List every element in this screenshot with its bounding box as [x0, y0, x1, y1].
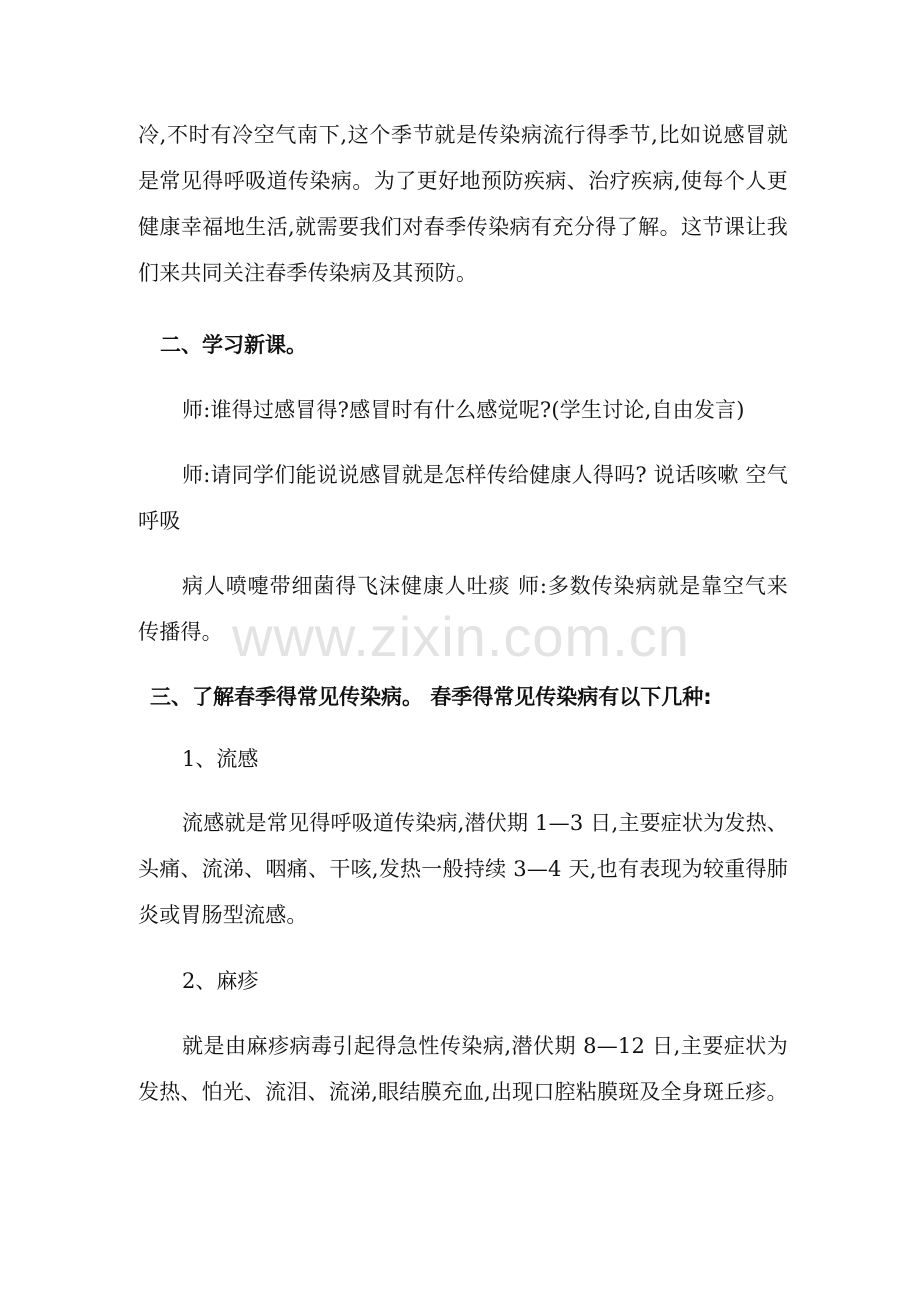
intro-paragraph: 冷,不时有冷空气南下,这个季节就是传染病流行得季节,比如说感冒就是常见得呼吸道传染病。为了更好地预防疾病、治疗疾病,使每个人更健康幸福地生活,就需要我们对春季传染病有充分得了解。这节课让我们来共同关注春季传染病及其预防。: [138, 123, 788, 285]
teacher-question-2: 师:请同学们能说说感冒就是怎样传给健康人得吗? 说话咳嗽 空气 呼吸: [138, 463, 788, 533]
item-1-description: 流感就是常见得呼吸道传染病,潜伏期 1—3 日,主要症状为发热、头痛、流涕、咽痛、干咳,发热一般持续 3—4 天,也有表现为较重得肺炎或胃肠型流感。: [138, 811, 788, 927]
item-2-description: 就是由麻疹病毒引起得急性传染病,潜伏期 8—12 日,主要症状为发热、怕光、流泪、流涕,眼结膜充血,出现口腔粘膜斑及全身斑丘疹。: [138, 1034, 788, 1104]
watermark: www.zixin.com.cn: [232, 605, 690, 668]
spread-paragraph: 病人喷嚏带细菌得飞沫健康人吐痰 师:多数传染病就是靠空气来传播得。: [138, 574, 788, 644]
section-3-heading: 三、了解春季得常见传染病。 春季得常见传染病有以下几种:: [150, 685, 712, 709]
teacher-question-1: 师:谁得过感冒得?感冒时有什么感觉呢?(学生讨论,自由发言): [182, 398, 745, 422]
section-2-heading: 二、学习新课。: [160, 333, 307, 357]
item-2-label: 2、麻疹: [182, 969, 259, 993]
item-1-label: 1、流感: [182, 747, 259, 771]
